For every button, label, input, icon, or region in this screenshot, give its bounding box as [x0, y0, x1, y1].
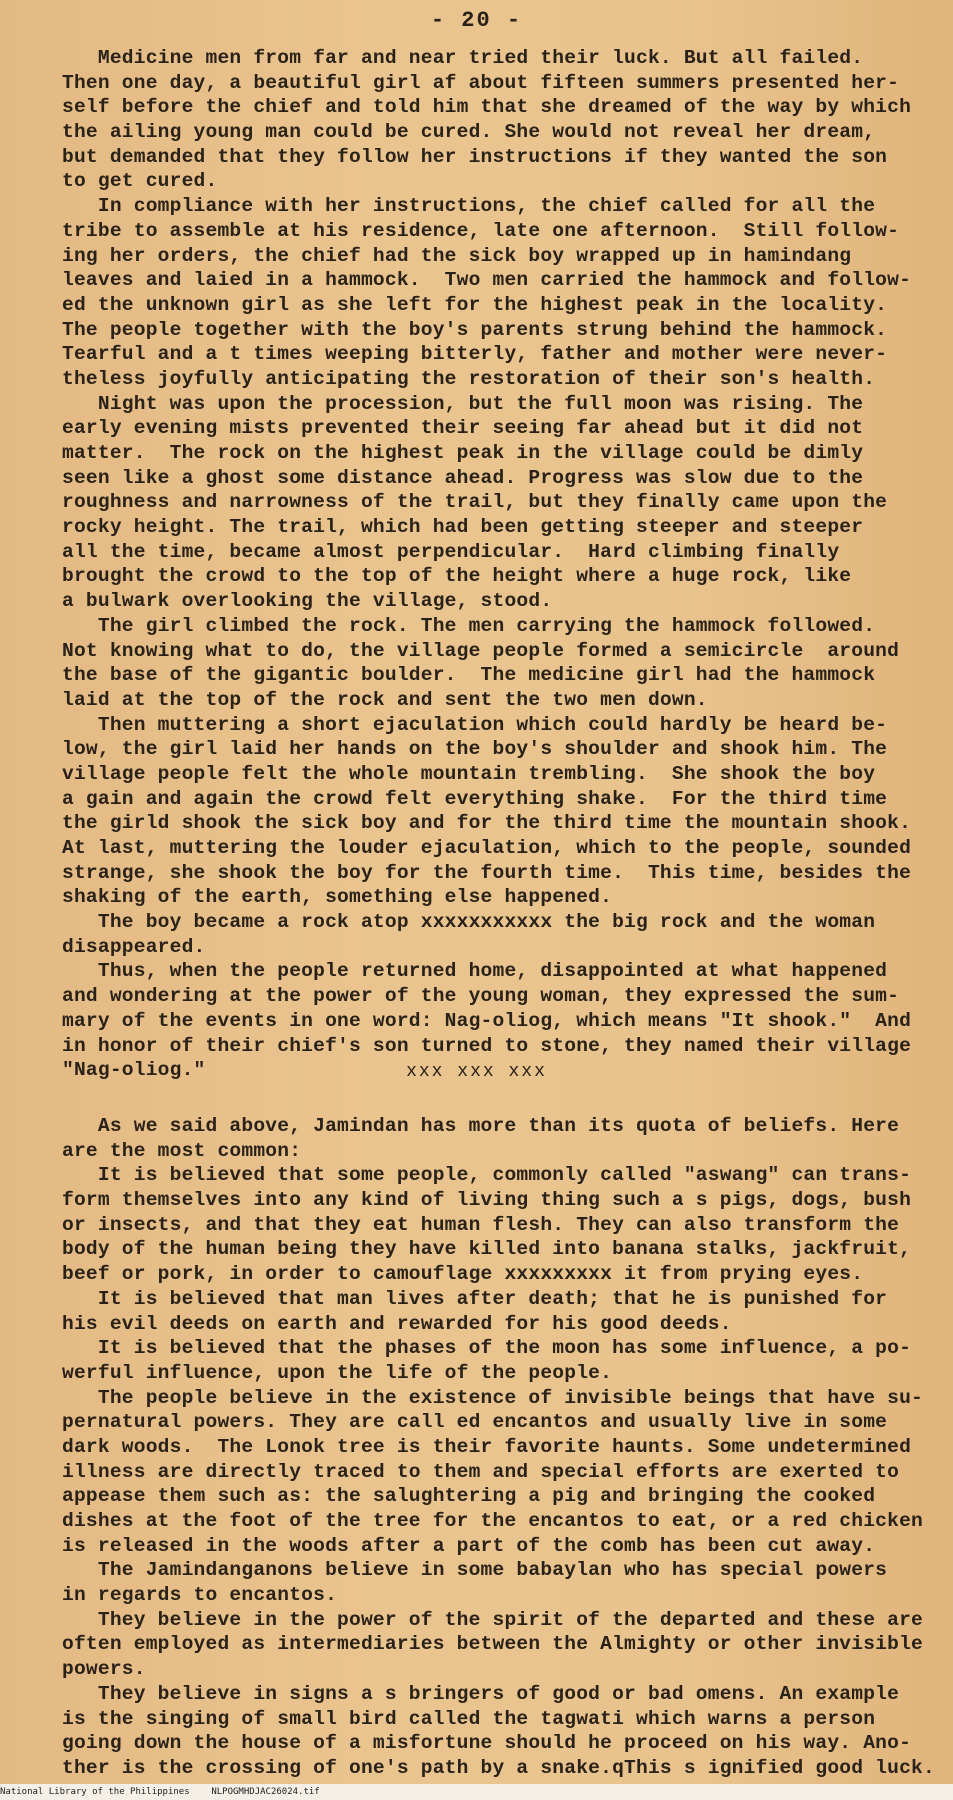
text-line: Not knowing what to do, the village people formed a semicircle around — [62, 639, 900, 662]
text-line: theless joyfully anticipating the restoration of their son's health. — [62, 367, 876, 390]
text-line: or insects, and that they eat human flesh. They can also transform the — [62, 1213, 900, 1236]
text-line: and wondering at the power of the young woman, they expressed the sum- — [62, 985, 900, 1008]
library-name: National Library of the Philippines — [0, 1787, 190, 1797]
text-line: the ailing young man could be cured. She would not reveal her dream, — [62, 121, 876, 144]
text-line: to get cured. — [62, 170, 218, 193]
text-line: They believe in signs a s bringers of good or bad omens. An example — [62, 1682, 900, 1705]
scan-filename: NLPOGMHDJAC26024.tif — [211, 1787, 320, 1797]
text-line: in honor of their chief's son turned to stone, they named their village — [62, 1034, 912, 1057]
text-line: leaves and laied in a hammock. Two men carried the hammock and follow- — [62, 269, 912, 292]
text-line: It is believed that the phases of the moon has some influence, a po- — [62, 1337, 912, 1360]
text-line: brought the crowd to the top of the height where a huge rock, like — [62, 565, 852, 588]
text-line: beef or pork, in order to camouflage xxxxxxxxx it from prying eyes. — [62, 1263, 864, 1286]
text-line: his evil deeds on earth and rewarded for his good deeds. — [62, 1312, 732, 1335]
text-line: illness are directly traced to them and special efforts are exerted to — [62, 1460, 900, 1483]
text-line: Then muttering a short ejaculation which could hardly be heard be- — [62, 713, 888, 736]
text-line: disappeared. — [62, 935, 206, 958]
text-line: tribe to assemble at his residence, late one afternoon. Still follow- — [62, 219, 900, 242]
text-line: a gain and again the crowd felt everything shake. For the third time — [62, 787, 888, 810]
text-line: At last, muttering the louder ejaculation, which to the people, sounded — [62, 837, 912, 859]
text-line: In compliance with her instructions, the chief called for all the — [62, 195, 876, 218]
text-line: self before the chief and told him that she dreamed of the way by which — [62, 96, 912, 119]
text-line: Then one day, a beautiful girl af about fifteen summers presented her- — [62, 71, 900, 94]
text-line: all the time, became almost perpendicular. Hard climbing finally — [62, 540, 840, 563]
text-line: body of the human being they have killed into banana stalks, jackfruit, — [62, 1238, 912, 1261]
text-line: often employed as intermediaries between the Almighty or other invisible — [62, 1633, 923, 1656]
text-line: form themselves into any kind of living thing such a s pigs, dogs, bush — [62, 1189, 912, 1212]
text-line: The people believe in the existence of invisible beings that have su- — [62, 1386, 923, 1409]
text-line: dark woods. The Lonok tree is their favorite haunts. Some undetermined — [62, 1435, 912, 1458]
text-line: going down the house of a misfortune should he proceed on his way. Ano- — [62, 1732, 912, 1755]
text-line: They believe in the power of the spirit of the departed and these are — [62, 1608, 923, 1631]
text-line: in regards to encantos. — [62, 1584, 338, 1607]
text-line: The girl climbed the rock. The men carrying the hammock followed. — [62, 614, 876, 637]
text-line: powers. — [62, 1658, 146, 1681]
scan-footer — [0, 1784, 953, 1800]
text-line: ing her orders, the chief had the sick boy wrapped up in hamindang — [62, 244, 852, 267]
text-line: matter. The rock on the highest peak in the village could be dimly — [62, 442, 864, 464]
text-line: The Jamindanganons believe in some babaylan who has special powers — [62, 1559, 888, 1582]
text-line: The boy became a rock atop xxxxxxxxxxx the big rock and the woman — [62, 911, 876, 934]
text-line: the girld shook the sick boy and for the third time the mountain shook. — [62, 812, 912, 835]
text-line: The people together with the boy's parents strung behind the hammock. — [62, 318, 888, 341]
text-line: mary of the events in one word: Nag-oliog, which means "It shook." And — [62, 1009, 912, 1032]
text-line: seen like a ghost some distance ahead. Progress was slow due to the — [62, 466, 864, 489]
text-line: pernatural powers. They are call ed encantos and usually live in some — [62, 1411, 888, 1434]
text-line: It is believed that some people, commonly called "aswang" can trans- — [62, 1164, 912, 1187]
text-line: rocky height. The trail, which had been getting steeper and steeper — [62, 516, 864, 539]
text-line: Thus, when the people returned home, disappointed at what happened — [62, 960, 888, 983]
beliefs-text-block — [62, 1114, 935, 1781]
text-line: early evening mists prevented their seeing far ahead but it did not — [62, 417, 864, 440]
text-line: roughness and narrowness of the trail, but they finally came upon the — [62, 491, 888, 514]
story-text-block — [62, 46, 922, 1083]
text-line: is released in the woods after a part of the comb has been cut away. — [62, 1534, 876, 1557]
text-line: ther is the crossing of one's path by a snake.qThis s ignified good luck. — [62, 1756, 935, 1779]
text-line: "Nag-oliog." — [62, 1059, 206, 1082]
text-line: strange, she shook the boy for the fourth time. This time, besides the — [62, 861, 912, 884]
text-line: werful influence, upon the life of the people. — [62, 1361, 613, 1384]
text-line: Medicine men from far and near tried their luck. But all failed. — [62, 47, 864, 69]
section-separator: xxx xxx xxx — [406, 1062, 547, 1082]
text-line: a bulwark overlooking the village, stood. — [62, 590, 553, 613]
text-line: dishes at the foot of the tree for the encantos to eat, or a red chicken — [62, 1510, 923, 1532]
text-line: village people felt the whole mountain trembling. She shook the boy — [62, 762, 876, 785]
text-line: is the singing of small bird called the tagwati which warns a person — [62, 1707, 876, 1730]
text-line: It is believed that man lives after death; that he is punished for — [62, 1287, 888, 1310]
text-line: low, the girl laid her hands on the boy's shoulder and shook him. The — [62, 738, 888, 761]
text-line: appease them such as: the salughtering a pig and bringing the cooked — [62, 1485, 876, 1508]
text-line: As we said above, Jamindan has more than its quota of beliefs. Here — [62, 1115, 900, 1137]
text-line: the base of the gigantic boulder. The medicine girl had the hammock — [62, 664, 876, 687]
text-line: but demanded that they follow her instructions if they wanted the son — [62, 145, 888, 168]
page-number: - 20 - — [430, 8, 523, 33]
text-line: are the most common: — [62, 1139, 302, 1162]
text-line: Night was upon the procession, but the full moon was rising. The — [62, 392, 864, 415]
text-line: Tearful and a t times weeping bitterly, father and mother were never- — [62, 343, 888, 366]
text-line: shaking of the earth, something else happened. — [62, 886, 613, 909]
text-line: ed the unknown girl as she left for the highest peak in the locality. — [62, 293, 888, 316]
text-line: laid at the top of the rock and sent the two men down. — [62, 688, 708, 711]
